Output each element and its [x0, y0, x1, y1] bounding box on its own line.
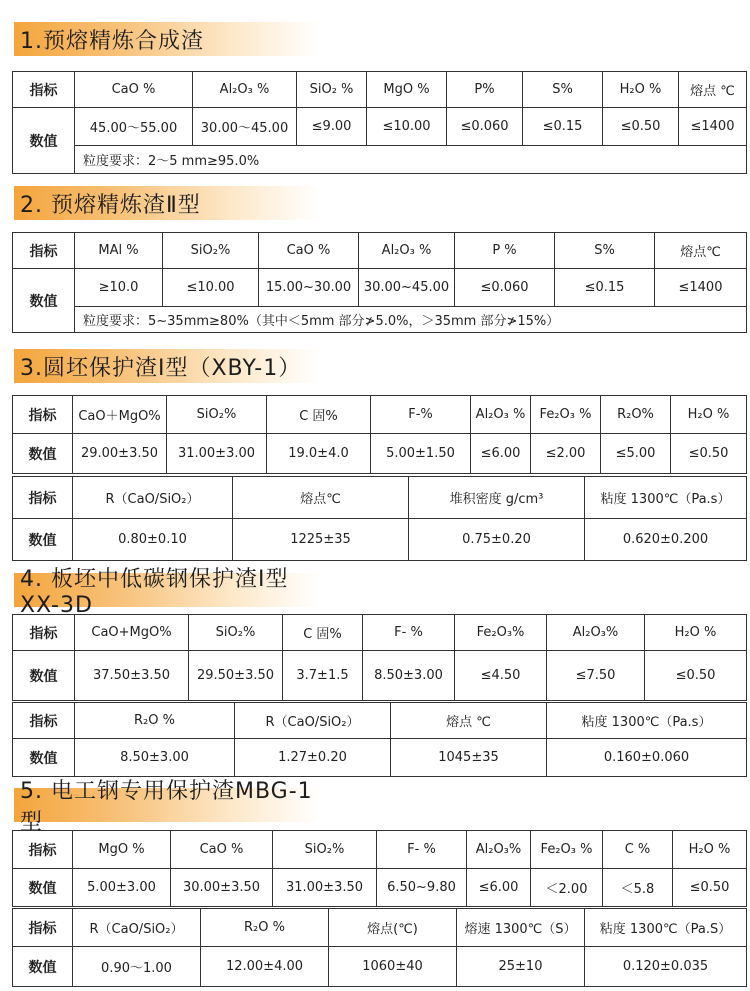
value-cell: ≤5.00 [601, 434, 671, 474]
row-label: 指标 [13, 477, 73, 519]
value-cell: ≤0.15 [523, 108, 603, 146]
value-cell: 25±10 [457, 947, 585, 987]
value-cell: 0.90～1.00 [73, 947, 201, 987]
section-4-header-row-2 [13, 703, 747, 739]
section-3-value-row-2 [13, 519, 747, 561]
section-1-title: 1.预熔精炼合成渣 [14, 22, 320, 56]
particle-size-note: 粒度要求：2～5 mm≥95.0% [75, 146, 747, 174]
header-cell: Al₂O₃ % [193, 72, 297, 108]
section-3-title: 3.圆坯保护渣Ⅰ型（XBY-1） [14, 349, 320, 383]
row-label: 指标 [13, 909, 73, 947]
section-5-value-row [13, 869, 747, 907]
header-cell: 粘度 1300℃（Pa.S） [585, 909, 747, 947]
header-cell: CaO＋MgO% [73, 396, 167, 434]
section-5-table-2 [12, 908, 747, 987]
value-cell: 6.50~9.80 [377, 869, 467, 907]
header-cell: Al₂O₃ % [359, 233, 455, 269]
value-cell: ＜5.8 [603, 869, 673, 907]
section-3-table-2 [12, 476, 747, 561]
header-cell: R₂O% [601, 396, 671, 434]
header-cell: Al₂O₃% [547, 615, 645, 651]
section-1-header-row [13, 72, 747, 108]
value-cell: 31.00±3.00 [167, 434, 267, 474]
header-cell: Fe₂O₃% [455, 615, 547, 651]
row-label: 指标 [13, 703, 75, 739]
header-cell: 熔点℃ [233, 477, 409, 519]
row-label: 数值 [13, 739, 75, 777]
value-cell: ≤0.060 [447, 108, 523, 146]
header-cell: 粘度 1300℃（Pa.s） [585, 477, 747, 519]
header-cell: C % [603, 831, 673, 869]
section-4-title: 4. 板坯中低碳钢保护渣Ⅰ型XX-3D [14, 573, 320, 607]
value-cell: ＜2.00 [531, 869, 603, 907]
header-cell: C 固% [267, 396, 371, 434]
value-cell: 15.00~30.00 [259, 269, 359, 307]
value-cell: 0.620±0.200 [585, 519, 747, 561]
section-1-value-row [13, 108, 747, 146]
value-cell: 0.80±0.10 [73, 519, 233, 561]
value-cell: 29.00±3.50 [73, 434, 167, 474]
header-cell: 熔点℃ [655, 233, 747, 269]
header-cell: MAl % [75, 233, 163, 269]
value-cell: ≤9.00 [297, 108, 367, 146]
value-cell: ≤0.50 [603, 108, 679, 146]
header-cell: F-% [371, 396, 471, 434]
header-cell: 熔速 1300℃（S） [457, 909, 585, 947]
row-label: 数值 [13, 519, 73, 561]
value-cell: 5.00±1.50 [371, 434, 471, 474]
header-cell: SiO₂% [167, 396, 267, 434]
header-cell: F- % [363, 615, 455, 651]
value-cell: ≤0.50 [671, 434, 747, 474]
header-cell: S% [555, 233, 655, 269]
section-5-header-row [13, 831, 747, 869]
section-5-value-row-2 [13, 947, 747, 987]
header-cell: C 固% [283, 615, 363, 651]
row-label: 数值 [13, 269, 75, 333]
value-cell: ≤0.50 [645, 651, 747, 701]
value-cell: ≤7.50 [547, 651, 645, 701]
value-cell: 8.50±3.00 [75, 739, 235, 777]
value-cell: 1045±35 [391, 739, 547, 777]
value-cell: 1060±40 [329, 947, 457, 987]
value-cell: 29.50±3.50 [189, 651, 283, 701]
section-1-note-row [13, 146, 747, 174]
header-cell: CaO % [75, 72, 193, 108]
section-5-table [12, 830, 747, 907]
header-cell: 粘度 1300℃（Pa.s） [547, 703, 747, 739]
section-2-value-row [13, 269, 747, 307]
value-cell: 30.00～45.00 [193, 108, 297, 146]
value-cell: 0.160±0.060 [547, 739, 747, 777]
header-cell: R（CaO/SiO₂） [73, 477, 233, 519]
value-cell: ≤4.50 [455, 651, 547, 701]
particle-size-note: 粒度要求：5~35mm≥80%（其中＜5mm 部分≯5.0%，＞35mm 部分≯15%） [75, 307, 747, 333]
value-cell: ≤10.00 [367, 108, 447, 146]
section-2-title: 2. 预熔精炼渣Ⅱ型 [14, 186, 320, 220]
value-cell: ≤1400 [679, 108, 747, 146]
header-cell: 熔点 ℃ [679, 72, 747, 108]
section-4-header-row [13, 615, 747, 651]
header-cell: 堆积密度 g/cm³ [409, 477, 585, 519]
header-cell: CaO % [171, 831, 273, 869]
value-cell: ≤10.00 [163, 269, 259, 307]
row-label: 数值 [13, 869, 73, 907]
header-cell: SiO₂% [189, 615, 283, 651]
section-4-value-row [13, 651, 747, 701]
value-cell: ≤2.00 [531, 434, 601, 474]
header-cell: SiO₂% [163, 233, 259, 269]
value-cell: ≤0.15 [555, 269, 655, 307]
header-cell: CaO % [259, 233, 359, 269]
value-cell: 0.120±0.035 [585, 947, 747, 987]
row-label: 指标 [13, 233, 75, 269]
section-3-value-row [13, 434, 747, 474]
section-3-table [12, 395, 747, 474]
value-cell: 45.00～55.00 [75, 108, 193, 146]
value-cell: 12.00±4.00 [201, 947, 329, 987]
value-cell: 3.7±1.5 [283, 651, 363, 701]
header-cell: P% [447, 72, 523, 108]
value-cell: 5.00±3.00 [73, 869, 171, 907]
value-cell: 19.0±4.0 [267, 434, 371, 474]
header-cell: CaO+MgO% [75, 615, 189, 651]
header-cell: R₂O % [201, 909, 329, 947]
header-cell: S% [523, 72, 603, 108]
value-cell: ≤6.00 [467, 869, 531, 907]
value-cell: 1225±35 [233, 519, 409, 561]
section-3-header-row [13, 396, 747, 434]
section-4-table [12, 614, 747, 701]
row-label: 指标 [13, 72, 75, 108]
header-cell: R（CaO/SiO₂） [73, 909, 201, 947]
header-cell: P % [455, 233, 555, 269]
value-cell: ≤6.00 [471, 434, 531, 474]
header-cell: Al₂O₃% [467, 831, 531, 869]
value-cell: 30.00~45.00 [359, 269, 455, 307]
row-label: 指标 [13, 396, 73, 434]
section-4-value-row-2 [13, 739, 747, 777]
section-4-table-2 [12, 702, 747, 777]
header-cell: 熔点(℃) [329, 909, 457, 947]
section-2-table [12, 232, 747, 333]
row-label: 数值 [13, 108, 75, 174]
value-cell: 30.00±3.50 [171, 869, 273, 907]
header-cell: MgO % [73, 831, 171, 869]
value-cell: 31.00±3.50 [273, 869, 377, 907]
section-5-title: 5. 电工钢专用保护渣MBG-1型 [14, 788, 320, 822]
header-cell: SiO₂% [273, 831, 377, 869]
header-cell: Fe₂O₃ % [531, 396, 601, 434]
value-cell: ≤0.50 [673, 869, 747, 907]
header-cell: H₂O % [645, 615, 747, 651]
row-label: 指标 [13, 615, 75, 651]
header-cell: Al₂O₃ % [471, 396, 531, 434]
value-cell: 8.50±3.00 [363, 651, 455, 701]
section-3-header-row-2 [13, 477, 747, 519]
value-cell: 0.75±0.20 [409, 519, 585, 561]
header-cell: R₂O % [75, 703, 235, 739]
header-cell: H₂O % [671, 396, 747, 434]
row-label: 数值 [13, 651, 75, 701]
row-label: 数值 [13, 434, 73, 474]
value-cell: 1.27±0.20 [235, 739, 391, 777]
header-cell: F- % [377, 831, 467, 869]
header-cell: SiO₂ % [297, 72, 367, 108]
header-cell: 熔点 ℃ [391, 703, 547, 739]
value-cell: 37.50±3.50 [75, 651, 189, 701]
section-1-table [12, 71, 747, 174]
section-5-header-row-2 [13, 909, 747, 947]
value-cell: ≥10.0 [75, 269, 163, 307]
value-cell: ≤0.060 [455, 269, 555, 307]
header-cell: H₂O % [673, 831, 747, 869]
section-2-header-row [13, 233, 747, 269]
header-cell: MgO % [367, 72, 447, 108]
row-label: 数值 [13, 947, 73, 987]
value-cell: ≤1400 [655, 269, 747, 307]
header-cell: H₂O % [603, 72, 679, 108]
section-2-note-row [13, 307, 747, 333]
header-cell: Fe₂O₃ % [531, 831, 603, 869]
header-cell: R（CaO/SiO₂） [235, 703, 391, 739]
row-label: 指标 [13, 831, 73, 869]
